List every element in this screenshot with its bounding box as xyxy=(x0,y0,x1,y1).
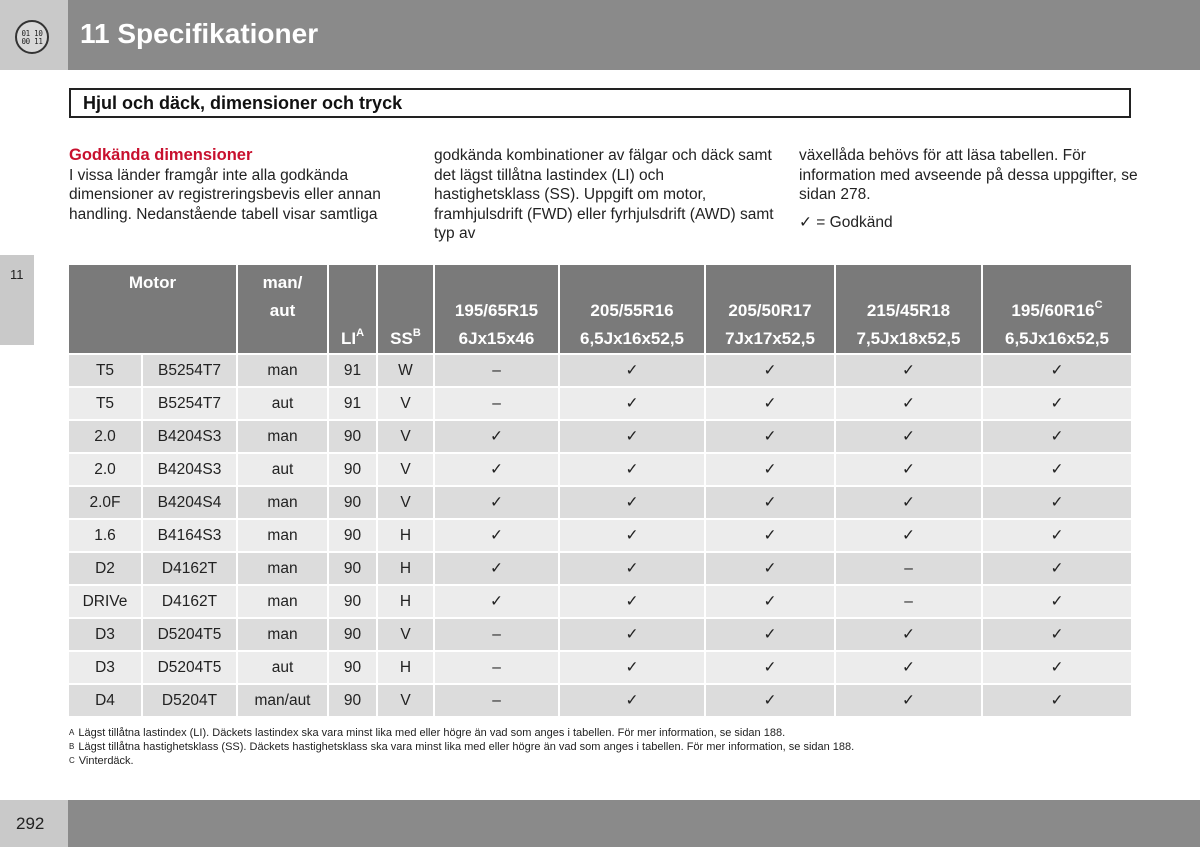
page-number: 292 xyxy=(16,814,45,833)
header-ss: $SS^B$ xyxy=(378,265,435,353)
table-row xyxy=(69,452,1131,485)
table-cell: ✓ xyxy=(706,485,836,518)
table-cell: V xyxy=(378,485,435,518)
table-cell: D4162T xyxy=(143,551,238,584)
table-cell: – xyxy=(435,617,560,650)
table-cell: ✓ xyxy=(435,452,560,485)
table-cell: ✓ xyxy=(706,617,836,650)
subheading: Godkända dimensioner xyxy=(69,146,253,164)
table-cell: – xyxy=(435,386,560,419)
table-cell: ✓ xyxy=(560,386,706,419)
table-cell: ✓ xyxy=(706,551,836,584)
table-cell: 90 xyxy=(329,650,378,683)
section-title-box xyxy=(69,88,1131,118)
table-cell: D3 xyxy=(69,650,143,683)
table-cell: V xyxy=(378,617,435,650)
table-cell: ✓ xyxy=(560,452,706,485)
header-tyre-4: 215/45R18 7,5Jx18x52,5 xyxy=(836,265,983,353)
table-cell: DRIVe xyxy=(69,584,143,617)
table-cell: B5254T7 xyxy=(143,386,238,419)
table-cell: 90 xyxy=(329,485,378,518)
table-cell: D4 xyxy=(69,683,143,716)
footer-bar xyxy=(68,800,1200,847)
table-cell: 2.0 xyxy=(69,419,143,452)
table-cell: H xyxy=(378,551,435,584)
table-cell: ✓ xyxy=(983,617,1131,650)
header-tyre-1: 195/65R15 6Jx15x46 xyxy=(435,265,560,353)
table-cell: 90 xyxy=(329,617,378,650)
table-cell: V xyxy=(378,419,435,452)
intro-column-3 xyxy=(799,146,1139,232)
table-cell: ✓ xyxy=(836,452,983,485)
table-row xyxy=(69,617,1131,650)
table-cell: 2.0 xyxy=(69,452,143,485)
table-cell: – xyxy=(435,683,560,716)
table-cell: ✓ xyxy=(706,683,836,716)
table-row xyxy=(69,419,1131,452)
table-cell: – xyxy=(836,584,983,617)
table-cell: D5204T5 xyxy=(143,617,238,650)
table-cell: D4162T xyxy=(143,584,238,617)
table-cell: ✓ xyxy=(983,518,1131,551)
table-cell: ✓ xyxy=(560,584,706,617)
table-cell: 1.6 xyxy=(69,518,143,551)
table-cell: 2.0F xyxy=(69,485,143,518)
table-cell: ✓ xyxy=(983,650,1131,683)
table-cell: 90 xyxy=(329,518,378,551)
table-cell: V xyxy=(378,683,435,716)
table-cell: ✓ xyxy=(836,650,983,683)
table-cell: W xyxy=(378,353,435,386)
table-cell: ✓ xyxy=(983,452,1131,485)
table-cell: ✓ xyxy=(706,353,836,386)
table-cell: man xyxy=(238,419,329,452)
footnote-b: $^B$ Lägst tillåtna hastighetsklass (SS). Däckets hastighetsklass ska vara minst lika med eller högre än vad som anges i tabellen. För mer information, se sidan 188. xyxy=(69,741,855,753)
table-cell: man xyxy=(238,353,329,386)
table-cell: T5 xyxy=(69,386,143,419)
table-cell: – xyxy=(435,353,560,386)
table-cell: ✓ xyxy=(706,518,836,551)
intro-text-1: I vissa länder framgår inte alla godkända dimensioner av registreringsbevis eller annan handling. Nedanstående tabell visar samtliga xyxy=(69,166,381,223)
table-cell: aut xyxy=(238,650,329,683)
table-row xyxy=(69,353,1131,386)
table-cell: aut xyxy=(238,452,329,485)
header-tyre-3: 205/50R17 7Jx17x52,5 xyxy=(706,265,836,353)
table-cell: H xyxy=(378,584,435,617)
clock-icon: 01 10 00 11 xyxy=(15,20,49,54)
table-cell: ✓ xyxy=(706,650,836,683)
table-cell: ✓ xyxy=(560,353,706,386)
table-row xyxy=(69,551,1131,584)
page-title: 11 Specifikationer xyxy=(80,18,319,49)
table-cell: ✓ xyxy=(836,617,983,650)
table-cell: 90 xyxy=(329,584,378,617)
table-cell: man xyxy=(238,485,329,518)
table-cell: ✓ xyxy=(706,584,836,617)
table-cell: D3 xyxy=(69,617,143,650)
table-cell: 90 xyxy=(329,419,378,452)
header-li: $LI^A$ xyxy=(329,265,378,353)
table-cell: H xyxy=(378,518,435,551)
table-cell: ✓ xyxy=(983,485,1131,518)
table-cell: ✓ xyxy=(435,584,560,617)
table-cell: ✓ xyxy=(983,419,1131,452)
section-title: Hjul och däck, dimensioner och tryck xyxy=(83,93,403,113)
table-cell: man/aut xyxy=(238,683,329,716)
table-cell: 91 xyxy=(329,353,378,386)
header-tyre-2: 205/55R16 6,5Jx16x52,5 xyxy=(560,265,706,353)
table-cell: D5204T xyxy=(143,683,238,716)
table-cell: ✓ xyxy=(560,518,706,551)
table-row xyxy=(69,386,1131,419)
table-cell: – xyxy=(836,551,983,584)
table-cell: ✓ xyxy=(706,419,836,452)
table-cell: ✓ xyxy=(836,386,983,419)
table-cell: ✓ xyxy=(560,683,706,716)
table-cell: ✓ xyxy=(983,386,1131,419)
table-cell: ✓ xyxy=(560,650,706,683)
table-cell: ✓ xyxy=(983,683,1131,716)
table-cell: H xyxy=(378,650,435,683)
legend-approved: ✓ = Godkänd xyxy=(799,213,893,231)
table-cell: ✓ xyxy=(560,617,706,650)
table-cell: ✓ xyxy=(836,518,983,551)
table-cell: V xyxy=(378,452,435,485)
footnote-c: $^C$ Vinterdäck. xyxy=(69,755,134,767)
table-cell: B4204S3 xyxy=(143,419,238,452)
table-cell: – xyxy=(435,650,560,683)
table-cell: ✓ xyxy=(435,419,560,452)
table-cell: ✓ xyxy=(435,551,560,584)
tyre-dimensions-table xyxy=(69,265,1131,716)
header-left-block xyxy=(0,0,68,70)
table-cell: T5 xyxy=(69,353,143,386)
intro-column-2 xyxy=(434,146,774,244)
table-cell: 90 xyxy=(329,683,378,716)
table-cell: ✓ xyxy=(836,353,983,386)
table-cell: ✓ xyxy=(836,419,983,452)
table-cell: B4164S3 xyxy=(143,518,238,551)
table-cell: ✓ xyxy=(435,518,560,551)
table-row xyxy=(69,584,1131,617)
table-cell: 91 xyxy=(329,386,378,419)
header-tyre-5: $195/60R16^C$ 6,5Jx16x52,5 xyxy=(983,265,1131,353)
table-cell: ✓ xyxy=(560,551,706,584)
table-row xyxy=(69,485,1131,518)
table-cell: ✓ xyxy=(706,386,836,419)
intro-text-2: godkända kombinationer av fälgar och däck samt det lägst tillåtna lastindex (LI) och hastighetsklass (SS). Uppgift om motor, framhjulsdrift (FWD) eller fyrhjulsdrift (AWD) samt typ av xyxy=(434,147,774,242)
chapter-tab xyxy=(0,255,34,345)
chapter-tab-label: 11 xyxy=(10,267,24,282)
table-cell: aut xyxy=(238,386,329,419)
table-cell: ✓ xyxy=(706,452,836,485)
table-cell: ✓ xyxy=(983,353,1131,386)
table-cell: ✓ xyxy=(560,485,706,518)
footnote-a: $^A$ Lägst tillåtna lastindex (LI). Däckets lastindex ska vara minst lika med eller högre än vad som anges i tabellen. För mer information, se sidan 188. xyxy=(69,727,786,739)
table-row xyxy=(69,518,1131,551)
header-motor: Motor xyxy=(69,265,238,353)
table-row xyxy=(69,683,1131,716)
table-cell: ✓ xyxy=(983,584,1131,617)
table-cell: 90 xyxy=(329,551,378,584)
table-cell: B4204S4 xyxy=(143,485,238,518)
intro-text-3: växellåda behövs för att läsa tabellen. För information med avseende på dessa uppgifter, se sidan 278. xyxy=(799,147,1138,203)
table-cell: ✓ xyxy=(560,419,706,452)
table-cell: man xyxy=(238,584,329,617)
table-cell: 90 xyxy=(329,452,378,485)
intro-column-1 xyxy=(69,146,409,224)
table-cell: man xyxy=(238,551,329,584)
table-cell: D5204T5 xyxy=(143,650,238,683)
table-cell: man xyxy=(238,518,329,551)
table-cell: ✓ xyxy=(435,485,560,518)
table-cell: B5254T7 xyxy=(143,353,238,386)
table-row xyxy=(69,650,1131,683)
table-header-row xyxy=(69,265,1131,353)
table-cell: ✓ xyxy=(836,485,983,518)
table-cell: V xyxy=(378,386,435,419)
header-manaut: man/ aut xyxy=(238,265,329,353)
table-cell: ✓ xyxy=(983,551,1131,584)
table-cell: man xyxy=(238,617,329,650)
table-cell: ✓ xyxy=(836,683,983,716)
table-cell: B4204S3 xyxy=(143,452,238,485)
table-cell: D2 xyxy=(69,551,143,584)
